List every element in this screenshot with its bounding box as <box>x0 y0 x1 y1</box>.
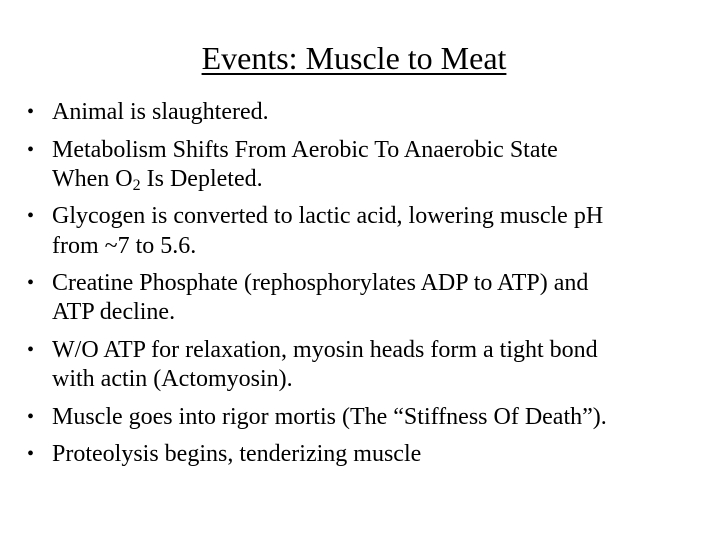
bullet-text: Metabolism Shifts From Aerobic To Anaerobic State <box>52 136 558 163</box>
bullet-text: W/O ATP for relaxation, myosin heads form a tight bond <box>52 336 598 363</box>
bullet-text: Glycogen is converted to lactic acid, lowering muscle pH <box>52 203 604 230</box>
bullet-dot-icon: • <box>27 205 35 228</box>
bullet-item <box>20 440 710 469</box>
bullet-text: Muscle goes into rigor mortis (The “Stiffness Of Death”). <box>52 403 607 430</box>
bullet-dot-icon: • <box>27 405 35 428</box>
subscript: 2 <box>132 176 141 194</box>
bullet-dot-icon: • <box>27 138 35 161</box>
bullet-item <box>20 98 710 127</box>
bullet-text-continued <box>52 166 263 192</box>
bullet-text-part: When O <box>52 165 133 192</box>
bullet-text: Proteolysis begins, tenderizing muscle <box>52 441 422 468</box>
bullet-dot-icon: • <box>27 443 35 466</box>
bullet-dot-icon: • <box>27 338 35 361</box>
bullet-item <box>20 136 710 194</box>
bullet-item <box>20 336 710 394</box>
bullet-text: Animal is slaughtered. <box>52 99 269 125</box>
bullet-dot-icon: • <box>27 101 35 123</box>
bullet-item <box>20 202 710 260</box>
bullet-text-part: Is Depleted. <box>140 165 263 192</box>
bullet-dot-icon: • <box>27 272 35 295</box>
bullet-text-continued: with actin (Actomyosin). <box>52 366 293 393</box>
slide-title: Events: Muscle to Meat <box>201 40 507 76</box>
bullet-text-continued: from ~7 to 5.6. <box>52 232 197 259</box>
bullet-item <box>20 269 710 327</box>
bullet-list <box>20 98 710 478</box>
bullet-text: Creatine Phosphate (rephosphorylates ADP to ATP) and <box>52 270 589 297</box>
bullet-item <box>20 403 710 432</box>
bullet-text-continued: ATP decline. <box>52 299 176 326</box>
